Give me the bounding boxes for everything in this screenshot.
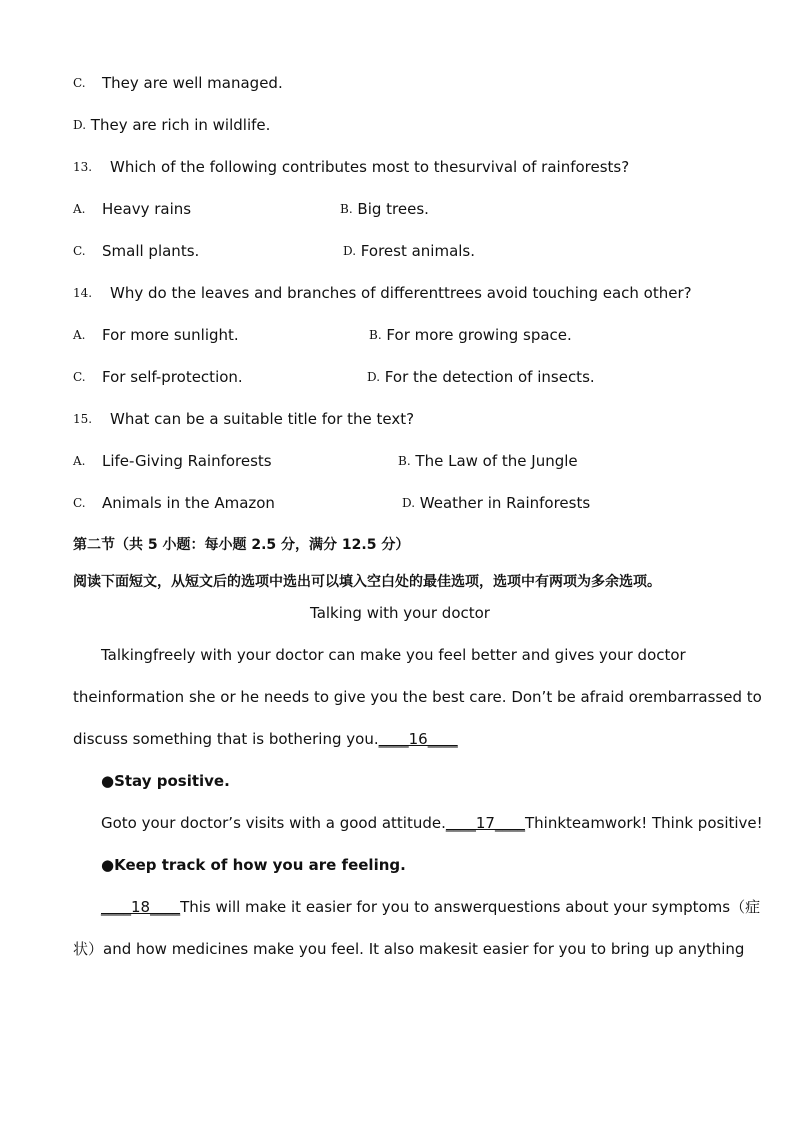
option-label: C. xyxy=(73,76,86,90)
option-text: For the detection of insects. xyxy=(384,368,595,386)
question-14 xyxy=(73,283,692,304)
q12-option-c xyxy=(73,73,283,94)
question-number: 15. xyxy=(73,412,93,426)
option-text: Life-Giving Rainforests xyxy=(102,452,272,470)
q14-option-b xyxy=(369,325,572,346)
passage-text: Thinkteamwork! Think positive! xyxy=(524,814,763,832)
q15-option-d xyxy=(402,493,590,514)
q15-option-a xyxy=(73,451,272,472)
blank-16: ____16____ xyxy=(378,730,458,748)
option-label: B. xyxy=(340,202,353,216)
passage-text: Goto your doctor’s visits with a good attitude. xyxy=(101,814,446,832)
question-text: Why do the leaves and branches of differenttrees avoid touching each other? xyxy=(110,284,692,302)
passage-text: discuss something that is bothering you. xyxy=(73,730,379,748)
option-label: A. xyxy=(73,202,86,216)
passage-text: This will make it easier for you to answerquestions about your symptoms（症 xyxy=(180,898,761,916)
option-label: A. xyxy=(73,328,86,342)
q15-option-b xyxy=(398,451,578,472)
option-text: Big trees. xyxy=(357,200,429,218)
question-15 xyxy=(73,409,415,430)
option-label: D. xyxy=(73,118,87,132)
passage-line xyxy=(101,897,760,917)
q13-option-b xyxy=(340,199,429,220)
q12-option-d xyxy=(73,115,270,136)
passage-line: theinformation she or he needs to give you the best care. Don’t be afraid orembarrassed to xyxy=(73,688,762,706)
option-label: D. xyxy=(367,370,381,384)
passage-subheading: ●Keep track of how you are feeling. xyxy=(101,856,406,874)
option-text: For self-protection. xyxy=(102,368,243,386)
q13-option-d xyxy=(343,241,475,262)
q14-option-d xyxy=(367,367,595,388)
q14-option-a xyxy=(73,325,239,346)
question-text: What can be a suitable title for the text? xyxy=(110,410,415,428)
option-text: Weather in Rainforests xyxy=(419,494,591,512)
option-text: They are well managed. xyxy=(102,74,283,92)
question-text: Which of the following contributes most to thesurvival of rainforests? xyxy=(110,158,630,176)
option-label: A. xyxy=(73,454,86,468)
question-number: 14. xyxy=(73,286,93,300)
section-instructions: 阅读下面短文，从短文后的选项中选出可以填入空白处的最佳选项，选项中有两项为多余选项。 xyxy=(73,574,661,590)
q15-option-c xyxy=(73,493,275,514)
option-text: They are rich in wildlife. xyxy=(90,116,271,134)
option-label: D. xyxy=(402,496,416,510)
blank-18: ____18____ xyxy=(101,898,181,916)
option-label: B. xyxy=(369,328,382,342)
q13-option-a xyxy=(73,199,192,220)
q14-option-c xyxy=(73,367,243,388)
passage-line: 状）and how medicines make you feel. It also makesit easier for you to bring up anything xyxy=(73,940,745,958)
option-text: For more sunlight. xyxy=(102,326,239,344)
option-text: For more growing space. xyxy=(386,326,572,344)
option-label: B. xyxy=(398,454,411,468)
passage-line xyxy=(73,729,458,749)
option-text: Small plants. xyxy=(102,242,200,260)
option-text: Animals in the Amazon xyxy=(102,494,275,512)
option-text: The Law of the Jungle xyxy=(415,452,578,470)
passage-line xyxy=(101,813,763,833)
option-label: C. xyxy=(73,244,86,258)
passage-title: Talking with your doctor xyxy=(310,604,490,622)
blank-17: ____17____ xyxy=(445,814,525,832)
option-label: C. xyxy=(73,496,86,510)
passage-subheading: ●Stay positive. xyxy=(101,772,230,790)
option-text: Forest animals. xyxy=(360,242,476,260)
passage-line: Talkingfreely with your doctor can make you feel better and gives your doctor xyxy=(101,646,686,664)
q13-option-c xyxy=(73,241,200,262)
section-heading: 第二节（共 5 小题：每小题 2.5 分，满分 12.5 分） xyxy=(73,537,410,553)
question-13 xyxy=(73,157,630,178)
question-number: 13. xyxy=(73,160,93,174)
option-text: Heavy rains xyxy=(102,200,192,218)
option-label: D. xyxy=(343,244,357,258)
option-label: C. xyxy=(73,370,86,384)
